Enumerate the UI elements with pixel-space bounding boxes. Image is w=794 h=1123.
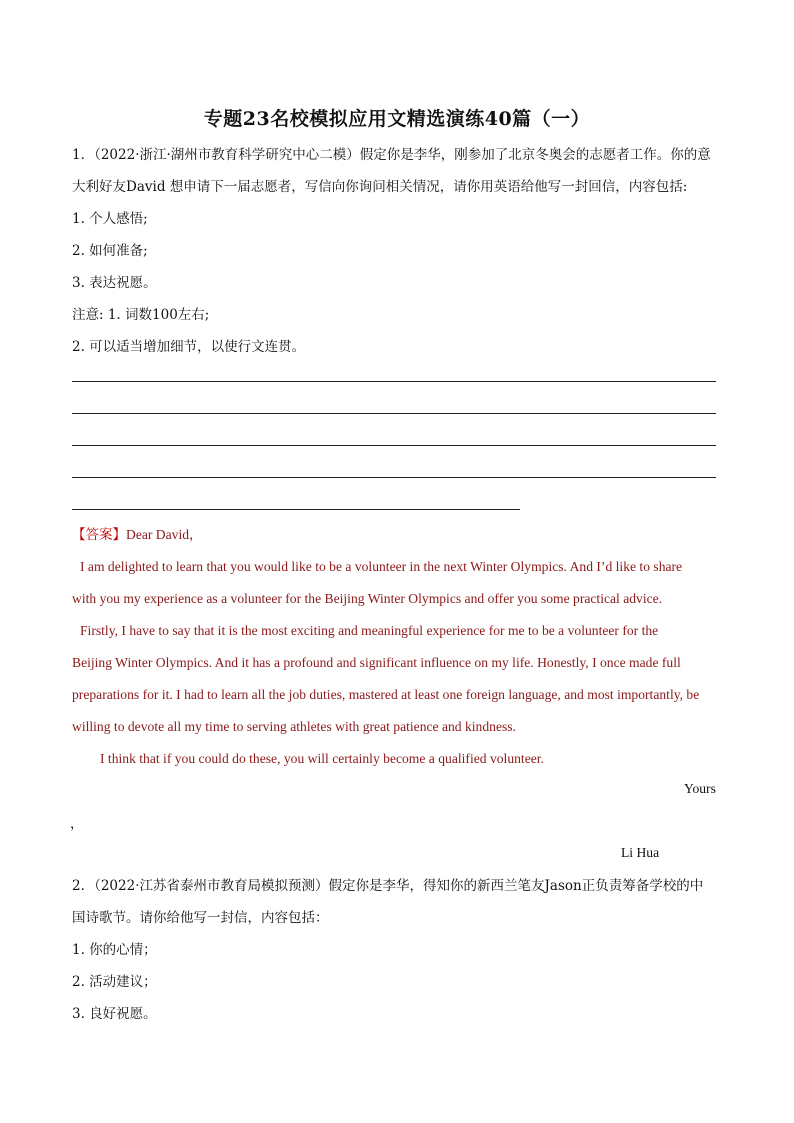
question-1-item-2: 2. 如何准备; (72, 243, 148, 259)
answer-heading (72, 526, 203, 544)
question-2-line-2: 国诗歌节。请你给他写一封信，内容包括： (72, 910, 329, 926)
question-2-item-1: 1. 你的心情； (72, 942, 157, 958)
answer-line-text-4: Beijing Winter Olympics. And it has a profound and significant influence on my life. Honestly, I once made full (72, 655, 681, 670)
question-1-line-1: 1．（2022·浙江·湖州市教育科学研究中心二模）假定你是李华，刚参加了北京冬奥会的志愿者工作。你的意 (72, 147, 711, 163)
answer-greeting: Dear David， (126, 527, 203, 542)
answer-line-text-6: willing to devote all my time to serving athletes with great patience and kindness. (72, 719, 516, 734)
answer-line-text-7: I think that if you could do these, you will certainly become a qualified volunteer. (100, 751, 544, 766)
answer-line-text-2: with you my experience as a volunteer for the Beijing Winter Olympics and offer you some practical advice. (72, 591, 663, 606)
answer-tag: 【答案】 (72, 527, 126, 543)
question-1-line-2: 大利好友David 想申请下一届志愿者，写信向你询问相关情况，请你用英语给他写一封回信，内容包括: (72, 179, 688, 195)
answer-line-text-3: Firstly, I have to say that it is the most exciting and meaningful experience for me to be a volunteer for the (80, 623, 659, 638)
answer-line-3 (72, 445, 716, 446)
answer-line-5 (72, 509, 520, 510)
letter-closing: Yours (684, 781, 716, 796)
question-1-item-3: 3. 表达祝愿。 (72, 275, 157, 291)
answer-line-text-1: I am delighted to learn that you would like to be a volunteer in the next Winter Olympics. And I’d like to share (80, 559, 683, 574)
answer-line-1 (72, 381, 716, 382)
answer-line-2 (72, 413, 716, 414)
letter-signature: Li Hua (621, 845, 660, 860)
letter-closing-comma: ， (70, 816, 84, 831)
question-1-note-1: 注意: 1. 词数100左右; (72, 307, 210, 323)
question-2-item-2: 2. 活动建议； (72, 974, 157, 990)
question-1-note-2: 2. 可以适当增加细节，以使行文连贯。 (72, 339, 306, 355)
page-title: 专题23名校模拟应用文精选演练40篇（一） (203, 108, 591, 130)
question-2-item-3: 3. 良好祝愿。 (72, 1006, 157, 1022)
answer-line-4 (72, 477, 716, 478)
answer-line-text-5: preparations for it. I had to learn all the job duties, mastered at least one foreign language, and most importantly, be (72, 687, 700, 702)
question-1-item-1: 1. 个人感悟; (72, 211, 148, 227)
question-2-line-1: 2．（2022·江苏省泰州市教育局模拟预测）假定你是李华，得知你的新西兰笔友Jason正负责筹备学校的中 (72, 878, 704, 894)
